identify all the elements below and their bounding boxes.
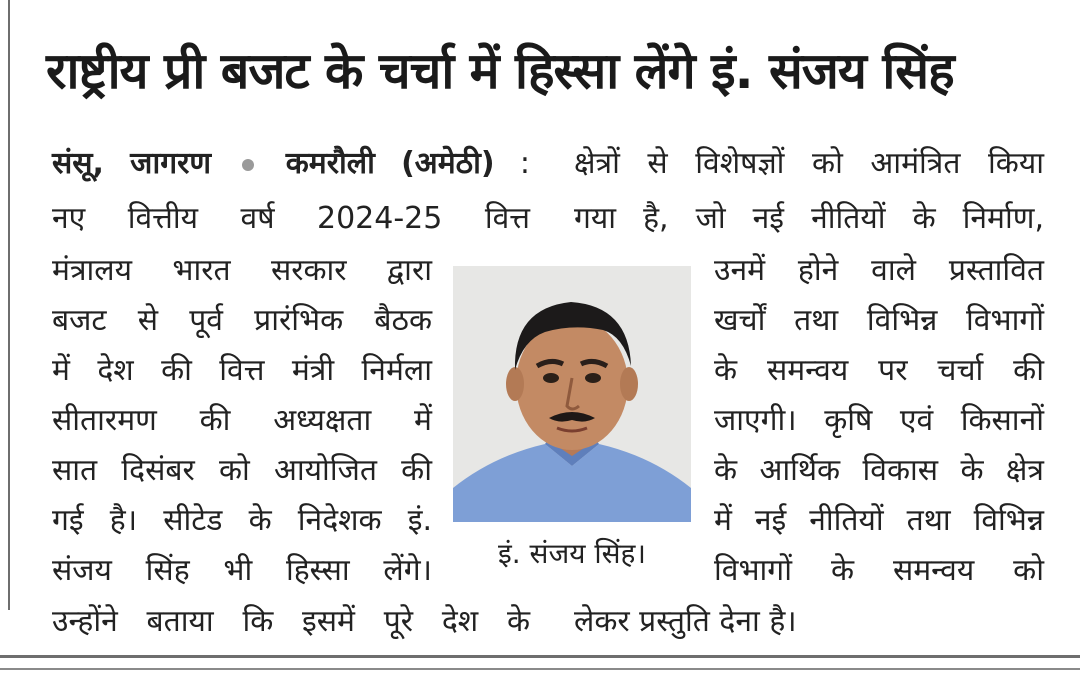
article-line: विभागों के समन्वय को <box>714 553 1044 588</box>
article-line: बजट से पूर्व प्रारंभिक बैठक <box>52 303 432 338</box>
byline-colon: : <box>519 146 530 181</box>
bullet-dot-icon <box>242 159 254 171</box>
byline <box>52 142 530 186</box>
article-line: में नई नीतियों तथा विभिन्न <box>714 503 1044 538</box>
bottom-rule <box>0 655 1080 658</box>
left-column-rule <box>8 0 10 610</box>
article-line: सीतारमण की अध्यक्षता में <box>52 403 432 438</box>
article-line: मंत्रालय भारत सरकार द्वारा <box>52 253 432 288</box>
article-line: गया है, जो नई नीतियों के निर्माण, <box>574 201 1044 236</box>
headline: राष्ट्रीय प्री बजट के चर्चा में हिस्सा लेंगे इं. संजय सिंह <box>46 42 954 100</box>
article-line: खर्चों तथा विभिन्न विभागों <box>714 303 1044 338</box>
article-line: में देश की वित्त मंत्री निर्मला <box>52 353 432 388</box>
portrait-photo <box>453 266 691 522</box>
article-line: क्षेत्रों से विशेषज्ञों को आमंत्रित किया <box>574 146 1044 181</box>
article-line: लेकर प्रस्तुति देना है। <box>574 604 797 639</box>
byline-source: संसू, जागरण <box>52 146 212 181</box>
photo-caption: इं. संजय सिंह। <box>497 537 647 570</box>
article-line: उन्होंने बताया कि इसमें पूरे देश के <box>52 604 530 639</box>
byline-place: कमरौली (अमेठी) <box>285 146 495 181</box>
article-line: गई है। सीटेड के निदेशक इं. <box>52 503 432 538</box>
article-line: सात दिसंबर को आयोजित की <box>52 453 432 488</box>
article-line: संजय सिंह भी हिस्सा लेंगे। <box>52 553 432 588</box>
article-line: के आर्थिक विकास के क्षेत्र <box>714 453 1044 488</box>
bottom-rule-secondary <box>0 668 1080 670</box>
article-line: के समन्वय पर चर्चा की <box>714 353 1044 388</box>
article-line: नए वित्तीय वर्ष 2024-25 वित्त <box>52 201 530 236</box>
portrait-illustration <box>453 266 691 522</box>
article-line: उनमें होने वाले प्रस्तावित <box>714 253 1044 288</box>
article-line: जाएगी। कृषि एवं किसानों <box>714 403 1044 438</box>
